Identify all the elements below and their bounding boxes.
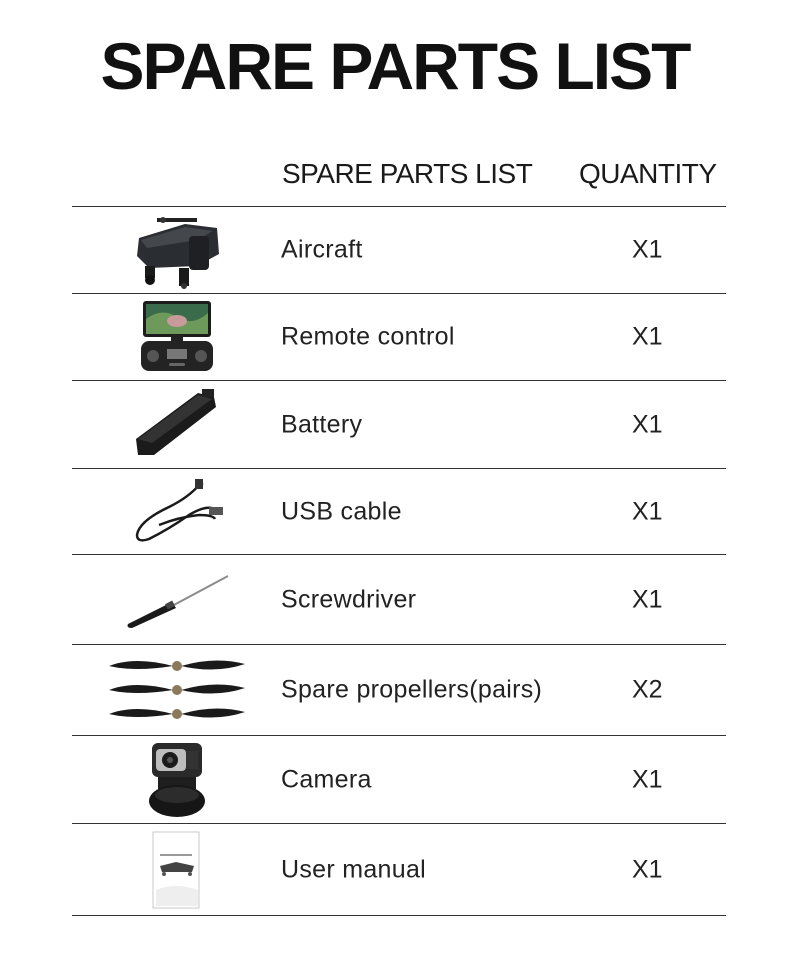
table-row (72, 645, 726, 735)
item-name: USB cable (281, 497, 402, 525)
item-quantity: X1 (632, 410, 663, 438)
screwdriver-icon (102, 555, 252, 644)
item-name: Spare propellers(pairs) (281, 675, 543, 704)
item-name: Battery (281, 410, 363, 438)
item-name: Remote control (281, 322, 455, 351)
item-quantity: X1 (632, 855, 663, 883)
item-quantity: X1 (632, 322, 663, 351)
item-name: Screwdriver (281, 585, 417, 613)
item-name: User manual (281, 855, 427, 883)
item-quantity: X1 (632, 235, 663, 264)
battery-icon (102, 381, 252, 468)
camera-icon (102, 736, 252, 823)
divider (72, 915, 726, 916)
table-row (72, 736, 726, 823)
item-quantity: X1 (632, 497, 663, 525)
item-name: Camera (281, 765, 372, 793)
table-row (72, 207, 726, 293)
table-row (72, 469, 726, 554)
item-quantity: X1 (632, 585, 663, 613)
item-name: Aircraft (281, 235, 363, 264)
usb-cable-icon (102, 469, 252, 554)
column-header-quantity: QUANTITY (579, 158, 717, 189)
remote-control-icon (102, 294, 252, 380)
table-row (72, 555, 726, 644)
drone-icon (102, 207, 252, 293)
manual-icon (102, 824, 252, 915)
table-row (72, 381, 726, 468)
page-title: SPARE PARTS LIST (100, 29, 690, 103)
table-row (72, 294, 726, 380)
table-row (72, 824, 726, 915)
item-quantity: X1 (632, 765, 663, 793)
column-header-item: SPARE PARTS LIST (282, 158, 533, 189)
propellers-icon (102, 645, 252, 735)
item-quantity: X2 (632, 675, 663, 704)
